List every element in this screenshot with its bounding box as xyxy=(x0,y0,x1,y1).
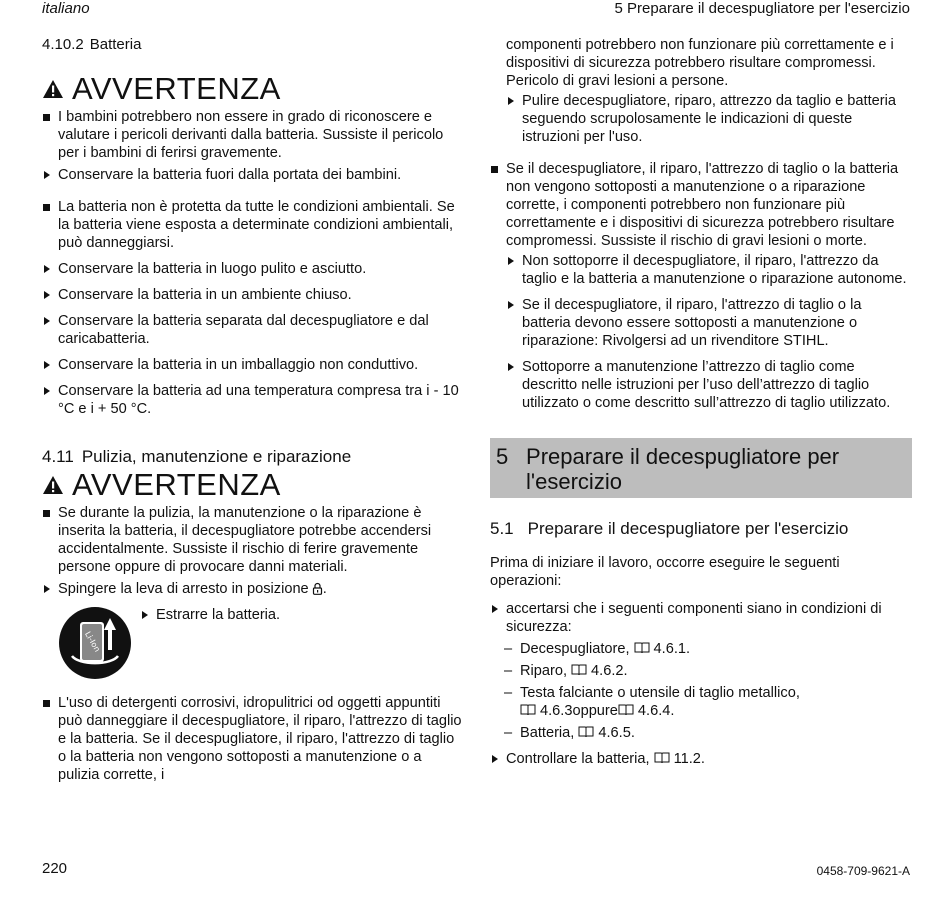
action-check-components: accertarsi che i seguenti componenti siano in condizioni di sicurezza: xyxy=(490,600,912,636)
document-id: 0458-709-9621-A xyxy=(816,864,910,878)
warning-triangle-icon xyxy=(42,475,64,495)
section-4-11-heading: 4.11 Pulizia, manutenzione e riparazione xyxy=(42,447,352,466)
action-maintain-cutting-tool: Sottoporre a manutenzione l’attrezzo di taglio come descritto nelle istruzioni per l’uso dell’attrezzo di taglio utilizzato o come descritto sull’attrezzo di taglio utilizzato. xyxy=(506,358,912,412)
left-column xyxy=(42,36,462,784)
bullet-corrosive-cleaners: L'uso di detergenti corrosivi, idropulitrici od oggetti appuntiti può danneggiare il decespugliatore, il riparo, l'attrezzo di taglio e la batteria. Se il decespugliatore, il riparo, l'attrezzo di taglio o la batteria non vengono sottoposti a manutenzione o a pulizia corrette, i xyxy=(42,694,462,784)
action-check-battery: Controllare la batteria, 11.2. xyxy=(490,750,912,768)
section-5-1-heading: 5.1 Preparare il decespugliatore per l'esercizio xyxy=(490,519,849,538)
list-item-trimmer: – Decespugliatore, 4.6.1. xyxy=(490,640,912,658)
bullet-environment-hazard: La batteria non è protetta da tutte le condizioni ambientali. Se la batteria viene esposta a determinate condizioni ambientali, può danneggiarsi. xyxy=(42,198,462,252)
list-item-battery: – Batteria, 4.6.5. xyxy=(490,724,912,742)
book-reference-icon xyxy=(578,726,594,738)
book-reference-icon xyxy=(571,664,587,676)
svg-text:Li-Ion: Li-Ion xyxy=(83,630,102,654)
header-chapter-title: 5 Preparare il decespugliatore per l'esercizio xyxy=(614,0,910,17)
warning-triangle-icon xyxy=(42,79,64,99)
remove-battery-row xyxy=(42,606,462,680)
bullet-accidental-start: Se durante la pulizia, la manutenzione o la riparazione è inserita la batteria, il decespugliatore potrebbe accendersi accidentalmente. Sussiste il rischio di ferire gravemente persone oppure di provocare danni materiali. xyxy=(42,504,462,576)
action-contact-dealer: Se il decespugliatore, il riparo, l'attrezzo di taglio o la batteria devono essere sottoposti a manutenzione o riparazione: Rivolgersi ad un rivenditore STIHL. xyxy=(506,296,912,350)
action-no-self-maintenance: Non sottoporre il decespugliatore, il riparo, l'attrezzo da taglio e la batteria a manutenzione o riparazione autonome. xyxy=(506,252,912,288)
book-reference-icon xyxy=(654,752,670,764)
intro-paragraph: Prima di iniziare il lavoro, occorre eseguire le seguenti operazioni: xyxy=(490,555,840,589)
chapter-5-heading: 5 Preparare il decespugliatore per l'esercizio xyxy=(490,438,912,498)
warning-heading: AVVERTENZA xyxy=(42,72,462,106)
action-store-nonconductive: Conservare la batteria in un imballaggio non conduttivo. xyxy=(42,356,462,374)
battery-removal-icon xyxy=(58,606,132,680)
section-4-10-2-heading: 4.10.2 Batteria xyxy=(42,36,142,53)
bullet-children-hazard: I bambini potrebbero non essere in grado di riconoscere e valutare i pericoli derivanti dalla batteria. Sussiste il pericolo per i bambini di ferirsi gravemente. xyxy=(42,108,462,162)
action-store-clean-dry: Conservare la batteria in luogo pulito e asciutto. xyxy=(42,260,462,278)
book-reference-icon xyxy=(618,704,634,716)
action-remove-battery: Estrarre la batteria. xyxy=(140,606,280,680)
warning-heading: AVVERTENZA xyxy=(42,468,462,502)
action-store-temperature: Conservare la batteria ad una temperatura compresa tra i - 10 °C e i + 50 °C. xyxy=(42,382,462,418)
right-column xyxy=(490,36,912,768)
list-item-cutting-head: – Testa falciante o utensile di taglio metallico, 4.6.3oppure 4.6.4. xyxy=(490,684,912,720)
action-store-closed-room: Conservare la batteria in un ambiente chiuso. xyxy=(42,286,462,304)
list-item-guard: – Riparo, 4.6.2. xyxy=(490,662,912,680)
continued-paragraph: componenti potrebbero non funzionare più correttamente e i dispositivi di sicurezza potrebbero risultare compromessi. Pericolo di gravi lesioni a persone. xyxy=(506,37,894,89)
action-clean-components: Pulire decespugliatore, riparo, attrezzo da taglio e batteria seguendo scrupolosamente le indicazioni di queste istruzioni per l'uso. xyxy=(506,92,912,146)
page-number: 220 xyxy=(42,860,68,877)
action-store-separate: Conservare la batteria separata dal decespugliatore e dal caricabatteria. xyxy=(42,312,462,348)
bullet-maintenance-hazard: Se il decespugliatore, il riparo, l'attrezzo di taglio o la batteria non vengono sottoposti a manutenzione o a riparazione corrette, i componenti potrebbero non funzionare più correttamente e i dispositivi di sicurezza potrebbero risultare compromessi. Sussiste il rischio di gravi lesioni o morte. xyxy=(490,160,912,250)
header-language: italiano xyxy=(42,0,90,17)
book-reference-icon xyxy=(520,704,536,716)
book-reference-icon xyxy=(634,642,650,654)
action-keep-away-children: Conservare la batteria fuori dalla portata dei bambini. xyxy=(42,166,462,184)
padlock-icon xyxy=(312,582,323,595)
action-lock-lever: Spingere la leva di arresto in posizione . xyxy=(42,580,462,598)
